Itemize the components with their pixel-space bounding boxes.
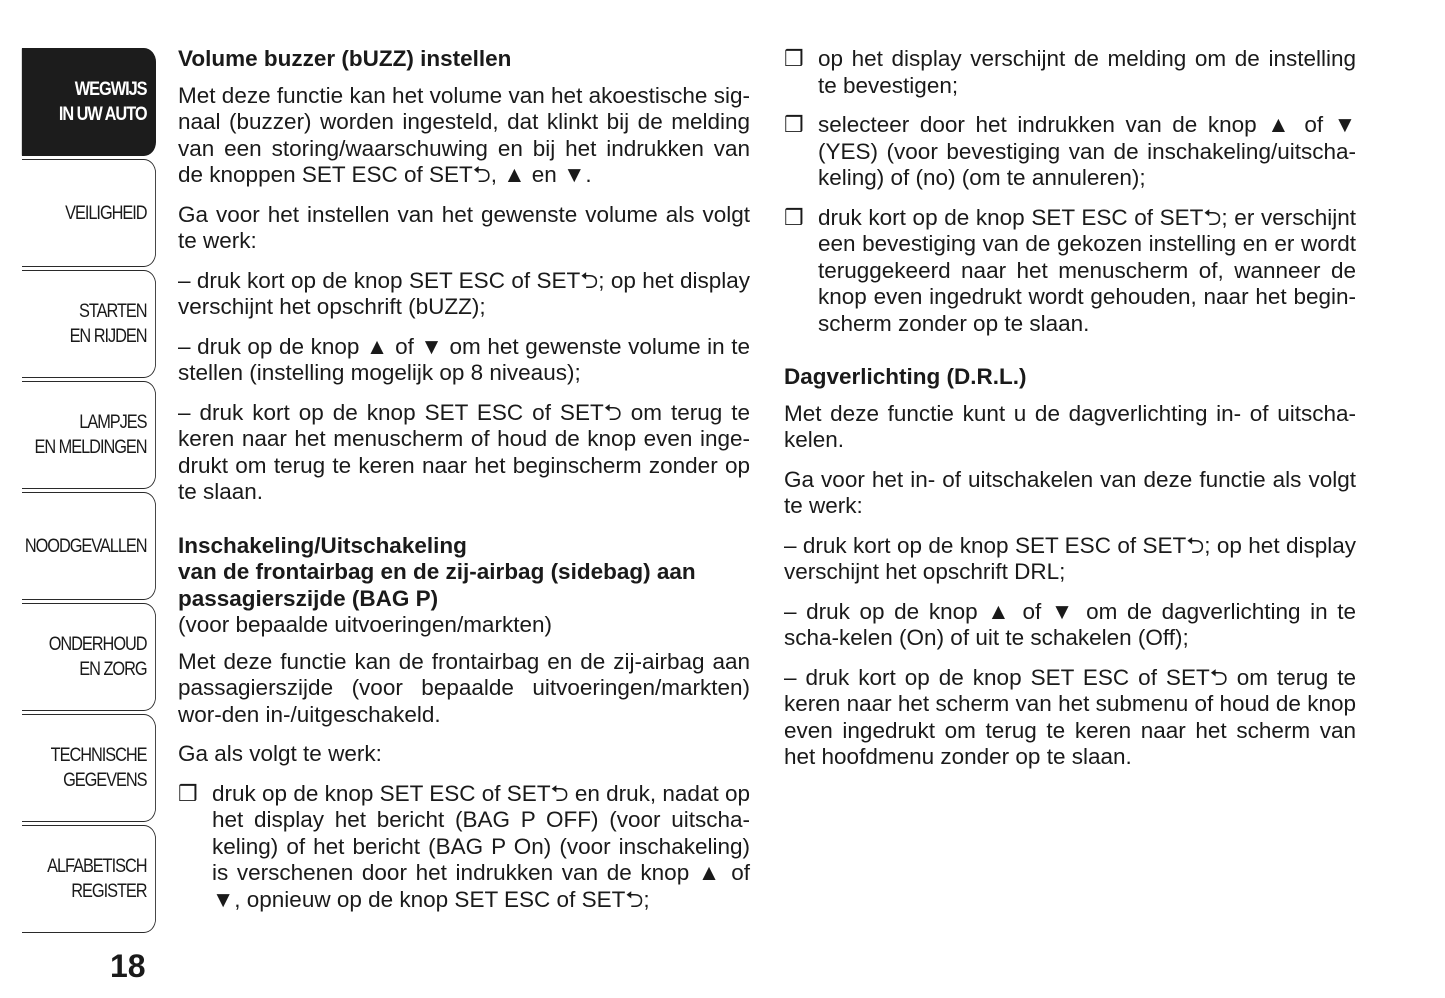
list-item — [784, 46, 1356, 99]
tab-veiligheid[interactable] — [22, 159, 156, 267]
tab-register[interactable] — [22, 825, 156, 933]
heading-line: van de frontairbag en de zij-airbag (sidebag) aan — [178, 559, 696, 584]
list-item-text: selecteer door het indrukken van de knop ▲ of ▼ (YES) (voor bevestiging van de inschakeling/uitscha-keling) of (no) (om te annuleren); — [818, 112, 1356, 190]
paragraph: – druk kort op de knop SET ESC of SET⮌ om terug te keren naar het scherm van het submenu of houd de knop even ingedrukt om terug te keren naar het scherm van het hoofdmenu zonder op te slaan. — [784, 664, 1356, 769]
tab-label: EN ZORG — [79, 659, 147, 680]
tab-label: EN RIJDEN — [69, 326, 147, 347]
tab-noodgevallen[interactable] — [22, 492, 156, 600]
tab-label: EN MELDINGEN — [34, 437, 147, 458]
tab-label: WEGWIJS — [74, 79, 147, 100]
paragraph: Ga als volgt te werk: — [178, 741, 382, 766]
paragraph: Met deze functie kan de frontairbag en de zij-airbag aan passagierszijde (voor bepaalde uitvoeringen/markten) wor-den in-/uitgeschakeld. — [178, 648, 750, 727]
page-number: 18 — [110, 948, 146, 984]
tab-label: REGISTER — [71, 881, 147, 902]
paragraph: – druk op de knop ▲ of ▼ om het gewenste volume in te stellen (instelling mogelijk op 8 niveaus); — [178, 333, 750, 385]
paragraph: – druk kort op de knop SET ESC of SET⮌; op het display verschijnt het opschrift (bUZZ); — [178, 267, 750, 319]
list-item-text: op het display verschijnt de melding om de instelling te bevestigen; — [818, 46, 1356, 98]
left-column — [178, 46, 750, 926]
tab-onderhoud[interactable] — [22, 603, 156, 711]
list-item — [784, 112, 1356, 192]
heading-subtitle: (voor bepaalde uitvoeringen/markten) — [178, 612, 552, 637]
list-item-text: druk op de knop SET ESC of SET⮌ en druk, nadat op het display het bericht (BAG P OFF) (voor uitscha-keling) of het bericht (BAG P On) (voor inschakeling) is verschenen door het indrukken van de knop ▲ of ▼, opnieuw op de knop SET ESC of SET⮌; — [212, 780, 750, 912]
tab-lampjes[interactable] — [22, 381, 156, 489]
section-heading — [178, 533, 750, 639]
tab-starten[interactable] — [22, 270, 156, 378]
tab-label: VEILIGHEID — [65, 202, 147, 224]
heading-line: Inschakeling/Uitschakeling — [178, 532, 467, 558]
paragraph: – druk op de knop ▲ of ▼ om de dagverlichting in te scha-kelen (On) of uit te schakelen (Off); — [784, 598, 1356, 650]
heading-line: passagierszijde (BAG P) — [178, 585, 439, 611]
checkbox-bullet-icon: ❒ — [784, 46, 804, 71]
checkbox-bullet-icon: ❒ — [784, 112, 804, 137]
tab-wegwijs[interactable] — [22, 48, 156, 156]
tab-label: LAMPJES — [79, 412, 147, 433]
paragraph: Met deze functie kan het volume van het akoestische sig-naal (buzzer) worden ingesteld, dat klinkt bij de melding van een storing/waarschuwing en bij het indrukken van de knoppen SET ESC of SET⮌, ▲ en ▼. — [178, 82, 750, 187]
tab-technische[interactable] — [22, 714, 156, 822]
paragraph: – druk kort op de knop SET ESC of SET⮌ om terug te keren naar het menuscherm of houd de knop even inge-drukt om terug te keren naar het beginscherm zonder op te slaan. — [178, 399, 750, 504]
checkbox-bullet-icon: ❒ — [178, 780, 198, 806]
tab-label: ALFABETISCH — [47, 856, 147, 877]
section-heading: Dagverlichting (D.R.L.) — [784, 364, 1027, 389]
list-item — [178, 781, 750, 914]
tab-label: GEGEVENS — [63, 770, 147, 791]
list-item — [784, 205, 1356, 338]
checkbox-bullet-icon: ❒ — [784, 204, 804, 230]
paragraph: Ga voor het instellen van het gewenste volume als volgt te werk: — [178, 201, 750, 253]
tab-label: IN UW AUTO — [58, 104, 147, 125]
tab-label: ONDERHOUD — [48, 634, 147, 655]
paragraph: Ga voor het in- of uitschakelen van deze functie als volgt te werk: — [784, 466, 1356, 518]
right-column — [784, 46, 1356, 784]
paragraph: – druk kort op de knop SET ESC of SET⮌; op het display verschijnt het opschrift DRL; — [784, 532, 1356, 584]
tab-label: TECHNISCHE — [50, 745, 147, 766]
tab-label: NOODGEVALLEN — [24, 535, 147, 557]
paragraph: Met deze functie kunt u de dagverlichting in- of uitscha-kelen. — [784, 400, 1356, 452]
list-item-text: druk kort op de knop SET ESC of SET⮌; er verschijnt een bevestiging van de gekozen instelling en er wordt teruggekeerd naar het menuscherm of, wanneer de knop even ingedrukt wordt gehouden, naar het begin-scherm zonder op te slaan. — [818, 204, 1356, 336]
tab-label: STARTEN — [79, 301, 147, 322]
section-heading: Volume buzzer (bUZZ) instellen — [178, 46, 512, 71]
